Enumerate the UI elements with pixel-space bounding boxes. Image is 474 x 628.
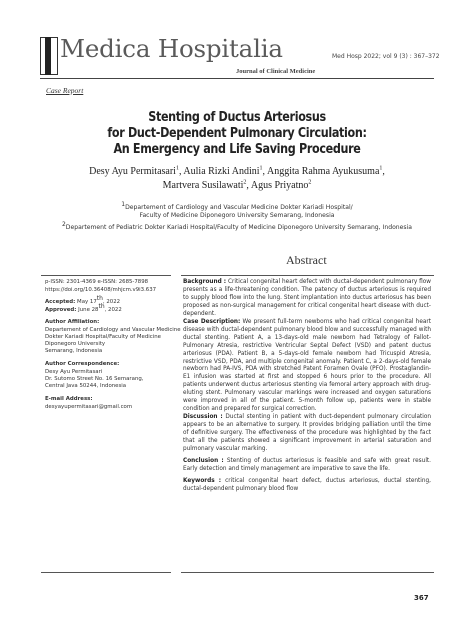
accepted-sup: th [96, 295, 103, 303]
correspondence-label [45, 361, 119, 368]
authors-line-1: Desy Ayu Permitasari$^1$, Aulia Rizki Andini$^1$, Anggita Rahma Ayukusuma$^1$, [89, 165, 385, 177]
author-name: Martvera Susilawati [162, 180, 244, 191]
affiliation-line: Semarang, Indonesia [45, 348, 103, 354]
authors-line-2: Martvera Susilawati$^2$, Agus Priyatno$^2$ [162, 179, 312, 191]
affiliation-1-line-1 [40, 200, 434, 211]
section-label: Case Description: [183, 318, 241, 325]
journal-subtitle: Journal of Clinical Medicine [236, 68, 316, 75]
author-sup: 2 [243, 179, 247, 186]
title-line-1: Stenting of Ductus Arteriosus [148, 110, 326, 125]
divider [181, 572, 434, 573]
section-label: Conclusion : [183, 457, 224, 464]
citation: Med Hosp 2022; vol 9 (3) : 367–372 [332, 53, 440, 60]
page-number: 367 [414, 594, 429, 602]
abstract-keywords [183, 478, 431, 494]
affiliation-line: Dokter Kariadi Hospital/Faculty of Medicine [45, 334, 161, 340]
section-text: We present full-term newborns who had critical congenital heart disease with ductal-dependent pulmonary blood blow and successfully managed with ductal stenting. Patient A, a 13-days-old male newborn had Tetralogy of Fallot-Pulmonary Atresia, restrictive Ventricular Septal Defect (VSD) and patent ductus arteriosus (PDA). Patient B, a 5-days-old female newborn had Tricuspid Atresia, restrictive VSD, PDA, and multiple congenital anomaly. Patient C, a 2-days-old female newborn had PA-IVS, PDA with stretched Patent Foramen Ovale (PFO). Prostaglandin-E1 infusion was started at first and stopped 6 hours prior to the procedure. All patients underwent ductus arteriosus stenting via femoral artery approach with drug-eluting stent. Pulmonary vascular markings were increased and oxygen saturations were improved in all of the patient. 5-month follow up, patients were in stable condition and prepared for surgical correction. [183, 318, 432, 413]
approved-sup: th [98, 303, 105, 311]
journal-name: Medica Hospitalia [60, 34, 283, 63]
section-label: Keywords : [183, 477, 222, 484]
divider [41, 572, 171, 573]
divider [41, 275, 171, 276]
header-rule [40, 78, 434, 79]
label-text: E-mail Address: [45, 396, 93, 402]
section-text: Stenting of ductus arteriosus is feasible and safe with great result. Early detection and timely management are imperative to save the life. [183, 457, 432, 472]
section-text: Critical congenital heart defect with ductal-dependent pulmonary flow presents as a life-threatening condition. The patency of ductus arteriosus is required to supply blood flow into the lung. Stent implantation into ductus arteriosus has been proposed as non-surgical management for critical congenital heart disease with duct-dependent. [183, 279, 431, 317]
doi-link[interactable]: https://doi.org/10.36408/mhjcm.v9i3.637 [45, 287, 157, 293]
author-sup: 1 [259, 165, 263, 172]
correspondence-line: Desy Ayu Permitasari [45, 369, 103, 375]
section-text: critical congenital heart defect, ductus arteriosus, ductal stenting, ductal-dependent pulmonary blood flow [183, 477, 431, 492]
section-text: Ductal stenting in patient with duct-dependent pulmonary circulation appears to be an alternative to surgery. It provides bridging palliation until the time of definitive surgery. The effectiveness of the procedure was highlighted by the fact that all the patients showed a significant improvement in arterial saturation and pulmonary vascular marking. [183, 414, 431, 453]
author-name: Desy Ayu Permitasari [89, 166, 176, 177]
author-name: Aulia Rizki Andini [183, 166, 260, 177]
abstract-heading: Abstract [286, 253, 327, 267]
accepted-year: , 2022 [102, 299, 121, 305]
title-line-2: for Duct-Dependent Pulmonary Circulation: [107, 126, 367, 141]
affiliation-2 [40, 220, 434, 231]
approved-label: Approved: [45, 307, 77, 313]
article-type: Case Report [46, 86, 84, 95]
abstract-conclusion [183, 458, 431, 474]
label-text: Author Correspondence: [45, 361, 120, 367]
affiliation-sup: 1 [121, 200, 126, 208]
abstract-body [183, 279, 431, 494]
label-text: Author Affiliation: [45, 319, 100, 325]
issn: p-ISSN: 2301-4369 e-ISSN: 2685-7898 [45, 279, 149, 285]
affiliation-line: Departement of Cardiology and Vascular Medicine [45, 327, 181, 333]
accepted-label: Accepted: [45, 299, 76, 305]
title-line-3: An Emergency and Life Saving Procedure [113, 142, 361, 157]
author-sup: 2 [308, 179, 312, 186]
affiliation-text: Departement of Pediatric Dokter Kariadi Hospital/Faculty of Medicine Diponegoro University Semarang, Indonesia [65, 224, 413, 231]
author-name: Agus Priyatno [250, 180, 309, 191]
correspondence-line: Central Java 50244, Indonesia [45, 383, 127, 389]
abstract-discussion [183, 414, 431, 454]
email-link[interactable]: desyayupermitasari@gmail.com [45, 404, 133, 410]
affiliation-line: Diponegoro University [45, 341, 106, 347]
approved-date [45, 303, 122, 314]
correspondence-line: Dr. Sutomo Street No. 16 Semarang, [45, 376, 144, 382]
affiliation-text: Departement of Cardiology and Vascular Medicine Dokter Kariadi Hospital/ [125, 204, 353, 211]
section-label: Background : [183, 279, 227, 285]
approved-year: , 2022 [104, 307, 122, 313]
affiliation-1-line-2: Faculty of Medicine Diponegoro University Semarang, Indonesia [139, 212, 335, 219]
author-sup: 1 [379, 165, 383, 172]
affiliation-sup: 2 [61, 220, 66, 228]
email-label [45, 396, 93, 403]
accepted-value: May 17 [77, 299, 97, 305]
abstract-case [183, 319, 431, 414]
section-label: Discussion : [183, 414, 223, 421]
accepted-date [45, 295, 121, 306]
abstract-background [183, 279, 431, 319]
journal-logo-mark [40, 37, 58, 75]
author-sup: 1 [175, 165, 179, 172]
approved-value: June 28 [78, 307, 99, 313]
divider [181, 275, 434, 276]
author-affiliation-label [45, 319, 99, 326]
author-name: Anggita Rahma Ayukusuma [266, 166, 380, 177]
